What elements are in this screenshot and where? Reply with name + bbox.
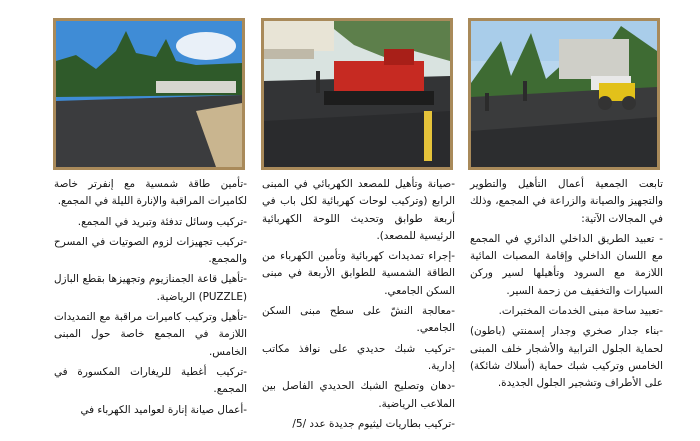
text-column-right — [470, 176, 663, 396]
photo-paved-road — [53, 18, 245, 170]
paragraph-item: - تعبيد الطريق الداخلي الدائري في المجمع مع اللسان الداخلي وإقامة المصبات المائية اللازمة مع السرود وتأهيلها لسير وركن السيارات والتخفيف من زحمة السير. — [470, 232, 663, 297]
paragraph-item: -تعبيد ساحة مبنى الخدمات المختبرات. — [498, 305, 663, 318]
photo-paving-machine — [261, 18, 453, 170]
paragraph-item: -إجراء تمديدات كهربائية وتأمين الكهرباء من الطاقة الشمسية للطوابق الأربعة في مبنى السكن الجامعي. — [262, 250, 455, 297]
paragraph-item: -بناء جدار صخري وجدار إسمنتي (باطون) لحماية الجلول الترابية والأشجار خلف المبنى الخامس وتركيب شبك حماية (أسلاك شائكة) على الأطراف وتشجير الجلول الجديدة. — [470, 325, 663, 390]
paragraph-item: -تركيب أغطية للريغارات المكسورة في المجمع. — [54, 365, 247, 396]
paragraph-item: -معالجة النشّ على سطح مبنى السكن الجامعي. — [262, 305, 455, 335]
paragraph-item: -صيانة وتأهيل للمصعد الكهربائي في المبنى الرابع (وتركيب لوحات كهربائية لكل باب في أربعة طوابق وتحديث اللوحة الكهربائية الرئيسية للمصعد). — [262, 178, 455, 242]
paragraph-item: -تركيب تجهيزات لزوم الصوتيات في المسرح والمجمع. — [54, 235, 247, 266]
paragraph-item: -أعمال صيانة إنارة لعواميد الكهرباء في — [80, 403, 247, 416]
paragraph-item: -دهان وتصليح الشبك الحديدي الفاصل بين الملاعب الرياضية. — [262, 380, 455, 410]
photo-paving-roller — [468, 18, 660, 170]
text-column-left — [54, 176, 247, 422]
paragraph-item: -تركيب شبك حديدي على نوافذ مكاتب إدارية. — [262, 342, 455, 372]
paragraph-intro: تابعت الجمعية أعمال التأهيل والتطوير والتجهيز والصيانة والزراعة في المجمع، وذلك في المجالات الآتية: — [470, 178, 663, 225]
paragraph-item: -تأمين طاقة شمسية مع إنفرتر خاصة لكاميرات المراقبة والإنارة الليلة في المجمع. — [54, 178, 247, 208]
paragraph-item: -تأهيل وتركيب كاميرات مراقبة مع التمديدات اللازمة في المجمع خاصة حول المبنى الخامس. — [54, 311, 247, 358]
paragraph-item: -تركيب وسائل تدفئة وتبريد في المجمع. — [77, 215, 247, 228]
paragraph-item: -تأهيل قاعة الجمنازيوم وتجهيزها بقطع البازل (PUZZLE) الرياضية. — [54, 273, 247, 303]
text-column-middle — [262, 176, 455, 436]
paragraph-item: -تركيب بطاريات ليثيوم جديدة عدد /5/ — [292, 417, 455, 430]
